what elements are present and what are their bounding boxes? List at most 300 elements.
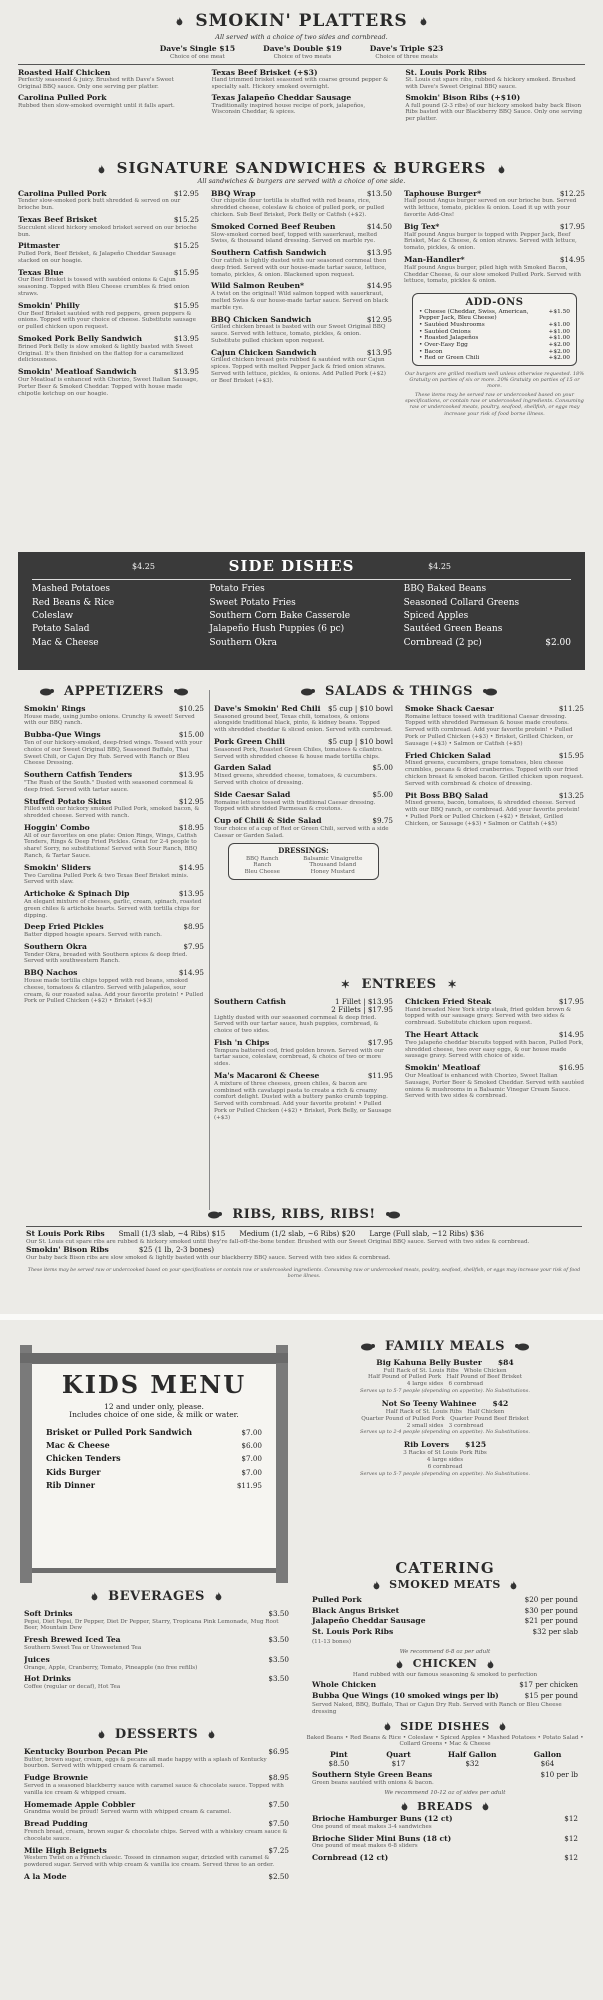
side-item: Cornbread (2 pc) bbox=[403, 637, 482, 648]
item-name: Brioche Hamburger Buns (12 ct) bbox=[312, 1814, 453, 1824]
item-description: Tender Okra, breaded with Southern spices & deep fried. Served with southwestern Ranch. bbox=[24, 951, 188, 965]
menu-item-header bbox=[24, 1873, 289, 1882]
pig-icon bbox=[359, 1342, 375, 1351]
item-description: French bread, cream, brown sugar & chocolate chips. Served with a whiskey cream sauce & chocolate sauce. bbox=[24, 1828, 288, 1842]
item-description: Our Meatloaf is enhanced with Chorizo, Sweet Italian Sausage, Porter Beer & Smoked Cheddar. Served with sautéed onions & mushrooms in a Balsamic Vinegar Cream Sauce. Served with two sides & cornbread. bbox=[405, 1072, 584, 1100]
item-name: Pit Boss BBQ Salad bbox=[405, 790, 489, 800]
family-meal-price: $42 bbox=[492, 1399, 509, 1409]
menu-item bbox=[24, 731, 204, 767]
item-description: Mixed greens, bacon, tomatoes, & shredded cheese. Served with our BBQ ranch, or cornbread. Add your favorite protein! • Pulled Pork or Pulled Chicken (+$2) • Brisket, Grilled Chicken, or Sausage (+$3) • Salmon or Catfish (+$5) bbox=[405, 800, 580, 827]
menu-item bbox=[24, 1801, 289, 1817]
family-meal-header bbox=[304, 1441, 586, 1450]
item-name: Hoggin' Combo bbox=[24, 822, 90, 832]
catering-row bbox=[312, 1681, 578, 1690]
family-meal-name: Big Kahuna Belly Buster bbox=[376, 1357, 482, 1367]
item-price: $15.95 bbox=[558, 750, 584, 760]
item-description: Two jalapeño cheddar biscuits topped with bacon, Pulled Pork, shredded cheese, two over easy eggs, & our house made sausage gravy. Served with choice of side. bbox=[405, 1039, 584, 1060]
entrees-title: ENTREES bbox=[361, 978, 437, 992]
menu-item bbox=[211, 190, 392, 219]
item-name: Smoked Pork Belly Sandwich bbox=[18, 334, 142, 344]
side-item: Sweet Potato Fries bbox=[209, 597, 296, 608]
item-description: Hand breaded New York strip steak, fried golden brown & topped with our sausage gravy. Served with two sides & cornbread. Substitute chicken upon request. bbox=[405, 1006, 572, 1027]
dressings-title: DRESSINGS: bbox=[278, 846, 329, 856]
item-description: Filled with our hickory smoked Pulled Pork, smoked bacon, & shredded cheese. Served with ranch. bbox=[24, 806, 200, 820]
kids-item-price: $7.00 bbox=[241, 1454, 262, 1464]
item-description: Our chipotle flour tortilla is stuffed with red beans, rice, shredded cheese, coleslaw & choice of pulled pork, or pulled chicken. Sub Beef Brisket, Pork Belly or Catfish (+$2). bbox=[211, 198, 385, 219]
menu-item-header bbox=[24, 923, 204, 932]
catering-row bbox=[312, 1692, 578, 1701]
menu-item bbox=[18, 335, 199, 364]
menu-item bbox=[24, 1675, 289, 1691]
kids-item-name: Kids Burger bbox=[46, 1466, 101, 1477]
menu-item-header bbox=[214, 791, 393, 800]
item-name: Fudge Brownie bbox=[24, 1773, 89, 1783]
family-meal-note: Serves up to 2-4 people (depending on appetite). No Substitutions. bbox=[360, 1429, 530, 1436]
item-name: Homemade Apple Cobbler bbox=[24, 1799, 136, 1809]
item-price: $11.25 bbox=[558, 703, 584, 713]
flame-icon bbox=[90, 1592, 99, 1601]
flame-icon bbox=[400, 1802, 409, 1811]
size-name: Gallon bbox=[533, 1750, 562, 1760]
item-description: Tempura battered cod, fried golden brown. Served with our tartar sauce, coleslaw, cornbread, & choice of two or more sides. bbox=[214, 1047, 384, 1068]
addon-price: +$1.50 bbox=[548, 308, 570, 315]
menu-item-header bbox=[405, 998, 584, 1007]
addon-name: • Bacon bbox=[419, 348, 443, 355]
item-price: $13.95 bbox=[366, 248, 392, 258]
item-price: $3.50 bbox=[268, 1654, 289, 1664]
item-price: $16.95 bbox=[558, 1063, 584, 1073]
menu-item-header bbox=[24, 1820, 289, 1829]
item-description: Pepsi, Diet Pepsi, Dr Pepper, Diet Dr Pepper, Starry, Tropicana Pink Lemonade, Mug Root Beer, Mountain Dew bbox=[24, 1618, 279, 1632]
catering-item-price: $21 per pound bbox=[524, 1616, 578, 1626]
pig-icon bbox=[206, 1210, 222, 1219]
kids-item-name: Brisket or Pulled Pork Sandwich bbox=[46, 1426, 193, 1437]
item-description: Western Twist on a French classic. Tossed in cinnamon sugar, drizzled with caramel & powdered sugar. Served with whip cream & vanilla ice cream. Served three to an order. bbox=[24, 1855, 275, 1869]
sandwiches-title: SIGNATURE SANDWICHES & BURGERS bbox=[116, 160, 487, 177]
item-description: Half pound Angus burger served on our brioche bun. Served with lettuce, tomato, pickles & onion. Load it up with your favorite Add-Ons! bbox=[404, 198, 577, 219]
salads-title: SALADS & THINGS bbox=[324, 685, 474, 699]
catering-section: CATERING SMOKED MEATS Pulled Pork $20 per pound Black Angus Brisket $30 per pound Jalapeño Cheddar Sausage $21 per pound St. Louis Pork Ribs $32 per slab (11-13 bones) We recommend 6-8 oz per adult CHICKEN Hand rubbed with our famous seasoning & smoked to perfection Whole Chicken $17 per chicken Bubba Que Wings (10 smoked wings per lb) $15 per pound Served Naked, BBQ, Buffalo, Thai or Cajun Dry Rub. Served with Ranch or Bleu Cheese dressing SIDE DISHES Baked Beans • Red Beans & Rice • Coleslaw • Spiced Apples • Mashed Potatoes • Potato Salad • Collard Greens • Mac & Cheese Pint $8.50 Quart $17 Half Gallon $32 Gallon $64 Southern Style Green Beans $10 per lb Green beans sautéed with onions & bacon. We recommend 10-12 oz of sides per adult BREADS Brioche Hamburger Buns (12 ct) $12 One pound of meat makes 3-4 sandwiches Brioche Slider Mini Buns (18 ct) $12 One pound of meat makes 6-8 sliders Cornbread (12 ct) $12 bbox=[304, 1560, 586, 1995]
item-name: Texas Beef Brisket bbox=[18, 215, 98, 225]
addon-price: +$2.00 bbox=[548, 341, 570, 348]
menu-item-header bbox=[24, 1801, 289, 1810]
flame-icon bbox=[97, 165, 106, 174]
menu-item bbox=[24, 824, 204, 860]
item-description: Mixed greens, shredded cheese, tomatoes, & cucumbers. Served with choice of dressing. bbox=[214, 773, 377, 786]
item-description: Grilled chicken breast gets rubbed & sautéed with our Cajun spices. Topped with melted Pepper Jack & fried onion straws. Served with lettuce, pickles, & onions. Add Pulled Pork (+$2) or Beef Brisket (+$3). bbox=[211, 357, 386, 384]
family-meal bbox=[304, 1441, 586, 1476]
menu-item bbox=[404, 256, 585, 285]
side-item-row bbox=[404, 638, 571, 648]
item-description: "The Rush of the South." Dusted with seasoned cornmeal & deep fried. Served with tartar sauce. bbox=[24, 779, 194, 793]
addon-name: • Over-Easy Egg bbox=[419, 341, 468, 348]
item-name: Southern Catfish bbox=[214, 996, 286, 1006]
side-item: Sautéed Green Beans bbox=[403, 624, 503, 635]
meats-note: We recommend 6-8 oz per adult bbox=[399, 1648, 491, 1655]
chicken-title: CHICKEN bbox=[412, 1657, 478, 1671]
item-name: Bubba-Que Wings bbox=[24, 730, 101, 740]
kids-item-price: $6.00 bbox=[241, 1441, 262, 1451]
menu-item-header bbox=[405, 792, 584, 801]
item-name: Fish 'n Chips bbox=[214, 1037, 270, 1047]
item-name: Southern Catfish Tenders bbox=[24, 770, 133, 780]
menu-item-header bbox=[18, 368, 199, 377]
menu-item bbox=[211, 316, 392, 345]
wood-post bbox=[20, 1345, 32, 1583]
item-description: Half pound Angus burger is topped with Pepper Jack, Beef Brisket, Mac & Cheese, & onion straws. Served with lettuce, tomato, pickles, & onion. bbox=[404, 231, 577, 252]
item-description: Our catfish is lightly dusted with our seasoned cornmeal then deep fried. Served with our house-made tartar sauce, lettuce, tomato, pickles, & onion. Blackened upon request. bbox=[211, 257, 387, 278]
menu-item bbox=[24, 864, 204, 886]
kids-item-name: Mac & Cheese bbox=[46, 1440, 110, 1451]
item-price: $14.95 bbox=[559, 255, 585, 265]
ribs-bones: (11-13 bones) bbox=[312, 1638, 352, 1645]
item-name: Fresh Brewed Iced Tea bbox=[24, 1635, 121, 1645]
item-price: $15.00 bbox=[178, 730, 204, 740]
menu-item-header bbox=[214, 705, 393, 714]
item-price: $15.25 bbox=[173, 241, 199, 251]
flame-icon bbox=[372, 1581, 381, 1590]
item-price: $12 bbox=[564, 1833, 578, 1843]
item-price: $5.00 bbox=[372, 789, 393, 799]
star-icon: ✶ bbox=[340, 978, 351, 991]
side-item: Potato Fries bbox=[209, 584, 265, 595]
menu-item-header bbox=[312, 1854, 578, 1863]
flame-icon bbox=[97, 1730, 106, 1739]
catering-sides-list: Baked Beans • Red Beans & Rice • Coleslaw • Spiced Apples • Mashed Potatoes • Potato Salad • Collard Greens • Mac & Cheese bbox=[306, 1734, 584, 1748]
menu-item: Smokin' Bison Ribs (+$10) A full pound (2-3 ribs) of our hickory smoked baby back Bison Ribs basted with our Blackberry BBQ Sauce. Only one serving per platter. bbox=[405, 92, 583, 123]
item-description: Our Beef Brisket is tossed with sautéed onions & Cajun seasoning. Topped with Bleu Cheese crumbles & fried onion straws. bbox=[18, 277, 190, 298]
family-meal-header bbox=[304, 1400, 586, 1409]
green-beans-row: Southern Style Green Beans $10 per lb bbox=[312, 1770, 578, 1780]
item-description: Seasoned ground beef, Texas chili, tomatoes, & onions alongside traditional black, pinto, & kidney beans. Topped with shredded cheddar & sliced onion. Served with cornbread. bbox=[214, 713, 393, 734]
menu-item bbox=[18, 242, 199, 264]
flame-icon bbox=[175, 17, 184, 26]
family-meal bbox=[304, 1400, 586, 1435]
menu-item bbox=[24, 890, 204, 919]
item-name: Juices bbox=[24, 1654, 50, 1664]
family-meal-note: Serves up to 5-7 people (depending on appetite). No Substitutions. bbox=[360, 1470, 530, 1477]
item-price: $13.95 bbox=[173, 334, 199, 344]
menu-item bbox=[214, 738, 393, 760]
catering-item-price: $15 per pound bbox=[524, 1690, 578, 1700]
item-price: $15.95 bbox=[173, 267, 199, 277]
catering-item-name: Black Angus Brisket bbox=[312, 1605, 400, 1615]
item-price: $8.95 bbox=[268, 1773, 289, 1783]
beverages-section bbox=[24, 1590, 289, 1720]
item-price: $5 cup | $10 bowl bbox=[327, 737, 393, 747]
sandwiches-note: All sandwiches & burgers are served with a choice of one side. bbox=[197, 177, 406, 186]
menu-item bbox=[214, 1072, 393, 1122]
side-dishes-section bbox=[18, 552, 585, 670]
kids-section: KIDS MENU 12 and under only, please. Includes choice of one side, & milk or water. Brisket or Pulled Pork Sandwich $7.00 Mac & Cheese $6.00 Chicken Tenders $7.00 Kids Burger $7.00 Rib Dinner $11.95 bbox=[20, 1345, 288, 1583]
item-name: Carolina Pulled Pork bbox=[18, 188, 107, 198]
burger-note: Our burgers are grilled medium well unless otherwise requested. 18% Gratuity on parties of six or more. 20% Gratuity on parties of 15 or more. bbox=[404, 370, 584, 390]
menu-item-header bbox=[214, 738, 393, 747]
item-price: $14.95 bbox=[178, 862, 204, 872]
item-name: Side Caesar Salad bbox=[214, 789, 291, 799]
side-item: Jalapeño Hush Puppies (6 pc) bbox=[209, 624, 345, 635]
st-louis-ribs: St Louis Pork Ribs Small (1/3 slab, ~4 Ribs) $15 Medium (1/2 slab, ~6 Ribs) $20 Large (Full slab, ~12 Ribs) $36 bbox=[26, 1228, 484, 1238]
item-description: Seasoned Pork, Roasted Green Chiles, tomatoes & cilantro. Served with shredded cheese & house made tortilla chips. bbox=[214, 746, 383, 760]
family-meal-line: Quarter Pound of Pulled Pork Quarter Pound Beef Brisket bbox=[361, 1415, 529, 1422]
catering-item-price: $30 per pound bbox=[524, 1605, 578, 1615]
menu-item bbox=[24, 1656, 289, 1672]
size-name: Half Gallon bbox=[447, 1750, 497, 1760]
menu-item-header bbox=[24, 731, 204, 740]
wood-beam bbox=[20, 1353, 288, 1363]
pig-icon bbox=[299, 687, 315, 696]
item-price: $18.95 bbox=[178, 822, 204, 832]
family-meal-name: Rib Lovers bbox=[403, 1440, 449, 1450]
item-name: Artichoke & Spinach Dip bbox=[24, 889, 130, 899]
menu-item-header bbox=[18, 216, 199, 225]
item-description: An elegant mixture of cheeses, garlic, cream, spinach, roasted green chiles & artichoke hearts. Served with tortilla chips for dipping. bbox=[24, 898, 202, 919]
addon-price: +$1.00 bbox=[548, 322, 570, 328]
beverages-title: BEVERAGES bbox=[108, 1590, 205, 1604]
item-description: Your choice of a cup of Red or Green Chili, served with a side Caesar or Garden Salad. bbox=[214, 825, 389, 839]
menu-item-header bbox=[24, 864, 204, 873]
catering-item-name: Bubba Que Wings (10 smoked wings per lb) bbox=[312, 1690, 499, 1700]
platter-option: Dave's Single $15 Choice of one meat bbox=[159, 44, 236, 60]
item-price: $17.95 bbox=[559, 221, 585, 231]
item-name: BBQ Wrap bbox=[211, 188, 256, 198]
menu-item bbox=[24, 1820, 289, 1842]
item-name: Chicken Fried Steak bbox=[405, 996, 492, 1006]
family-section bbox=[304, 1340, 586, 1555]
item-price: $12.95 bbox=[173, 188, 199, 198]
dressings-box bbox=[228, 843, 379, 879]
side-dishes-catering-title: SIDE DISHES bbox=[400, 1719, 490, 1733]
menu-item bbox=[18, 269, 199, 298]
flame-icon bbox=[509, 1581, 518, 1590]
sandwiches-col1 bbox=[18, 190, 199, 417]
size-price: $32 bbox=[465, 1758, 480, 1768]
menu-item bbox=[18, 302, 199, 331]
dressing-option: BBQ Ranch bbox=[245, 855, 279, 862]
item-price: $5.00 bbox=[372, 763, 393, 773]
ribs-note: These items may be served raw or undercooked based on your specifications or contain raw or undercooked ingredients. Consuming raw or undercooked meats, poultry, seafood, shellfish, or eggs may increase your risk of food borne illness. bbox=[27, 1268, 581, 1279]
addon-name: • Red or Green Chili bbox=[419, 355, 480, 362]
addon-name: • Roasted Jalapeños bbox=[419, 335, 479, 342]
menu-item-header bbox=[312, 1815, 578, 1824]
catering-item-price: $17 per chicken bbox=[519, 1679, 578, 1689]
size-option bbox=[386, 1751, 411, 1768]
kids-item-name: Chicken Tenders bbox=[46, 1453, 121, 1464]
menu-item-header bbox=[214, 1072, 393, 1081]
side-item: Spiced Apples bbox=[403, 610, 469, 621]
item-price: $3.50 bbox=[268, 1608, 289, 1618]
item-price: $11.95 bbox=[367, 1071, 393, 1081]
platters-section bbox=[18, 12, 585, 147]
pig-icon bbox=[174, 687, 190, 696]
menu-item-header bbox=[404, 223, 585, 232]
menu-item-header bbox=[24, 798, 204, 807]
item-name: Stuffed Potato Skins bbox=[24, 796, 112, 806]
catering-row bbox=[312, 1617, 578, 1626]
catering-item-name: Pulled Pork bbox=[312, 1594, 362, 1604]
menu-item-header bbox=[214, 1039, 393, 1048]
menu-item bbox=[312, 1835, 578, 1851]
menu-item bbox=[214, 998, 393, 1035]
menu-item bbox=[405, 792, 584, 828]
item-price: $13.95 bbox=[178, 770, 204, 780]
size-price: $8.50 bbox=[328, 1758, 350, 1768]
item-price: $7.50 bbox=[268, 1799, 289, 1809]
sandwiches-section bbox=[18, 160, 585, 545]
menu-item bbox=[24, 969, 204, 1005]
sides-title: SIDE DISHES bbox=[228, 557, 355, 575]
item-name: Wild Salmon Reuben* bbox=[211, 281, 304, 291]
kids-item bbox=[46, 1468, 262, 1477]
consume-note: These items may be served raw or undercooked based on your specifications, or contain raw or undercooked ingredients. Consuming raw or undercooked meats, poultry, seafood, shellfish, or eggs may increase your risk of food borne illness. bbox=[405, 392, 584, 417]
item-name: Smokin' Meatloaf Sandwich bbox=[18, 367, 137, 377]
menu-item bbox=[404, 190, 585, 219]
menu-item-header bbox=[404, 256, 585, 265]
flame-icon bbox=[497, 165, 506, 174]
menu-item: Roasted Half Chicken Perfectly seasoned & juicy. Brushed with Dave's Sweet Original BBQ sauce. Only one serving per platter. bbox=[18, 67, 174, 91]
item-price: $14.50 bbox=[366, 221, 392, 231]
menu-item bbox=[24, 1636, 289, 1652]
menu-item: St. Louis Pork Ribs St. Louis cut spare ribs, rubbed & hickory smoked. Brushed with Dave's Sweet Original BBQ sauce. bbox=[405, 67, 576, 91]
size-price: $64 bbox=[540, 1758, 555, 1768]
side-item: Coleslaw bbox=[32, 610, 74, 621]
addon-price: +$1.00 bbox=[548, 328, 570, 335]
family-meal-line: 6 cornbread bbox=[427, 1463, 463, 1470]
item-price: $8.95 bbox=[183, 922, 204, 932]
ribs-section: RIBS, RIBS, RIBS! St Louis Pork Ribs Small (1/3 slab, ~4 Ribs) $15 Medium (1/2 slab, ~6 Ribs) $20 Large (Full slab, ~12 Ribs) $36 Our St. Louis cut spare ribs are rubbed & hickory smoked until they're fall-off-the-bone tender. Brushed with our Sweet Original BBQ sauce. Served with two sides & cornbread. Smokin' Bison Ribs $25 (1 lb, 2-3 bones) Our baby back Bison ribs are slow smoked & lightly basted with our blackberry BBQ sauce. Served with two sides & cornbread. These items may be served raw or undercooked based on your specifications or contain raw or undercooked ingredients. Consuming raw or undercooked meats, poultry, seafood, shellfish, or eggs may increase your risk of food borne illness. bbox=[26, 1208, 581, 1279]
item-name: Cornbread (12 ct) bbox=[312, 1853, 389, 1863]
item-price: $3.50 bbox=[268, 1635, 289, 1645]
addon-row bbox=[419, 335, 570, 342]
platter-options bbox=[18, 45, 585, 61]
menu-item bbox=[211, 249, 392, 278]
item-description: Our Beef Brisket sautéed with red peppers, green peppers & onions. Topped with your choice of cheese. Substitute sausage or pulled chicken upon request. bbox=[18, 310, 196, 331]
side-item: Southern Okra bbox=[209, 637, 277, 648]
addon-name: • Sautéed Mushrooms bbox=[419, 322, 485, 328]
column-divider bbox=[209, 690, 210, 1210]
platters-title: SMOKIN' PLATTERS bbox=[195, 12, 408, 31]
desserts-title: DESSERTS bbox=[114, 1728, 199, 1742]
item-description: Butter, brown sugar, cream, eggs & pecans all made happy with a splash of Kentucky bourbon. Served with whipped cream & caramel. bbox=[24, 1756, 267, 1770]
family-meal-price: $125 bbox=[464, 1440, 487, 1450]
item-description: Batter dipped hoagie spears. Served with ranch. bbox=[24, 932, 162, 939]
menu-item bbox=[404, 223, 585, 252]
addon-name: • Cheese (Cheddar, Swiss, American, Pepper Jack, Bleu Cheese) bbox=[419, 308, 529, 322]
menu-item bbox=[24, 798, 204, 820]
family-meal-line: 3 Racks of St Louis Pork Ribs bbox=[403, 1450, 487, 1457]
family-meal-note: Serves up to 5-7 people (depending on appetite). No Substitutions. bbox=[360, 1388, 530, 1395]
menu-item bbox=[24, 1873, 289, 1882]
item-description: Pulled Pork, Beef Brisket, & Jalapeño Cheddar Sausage stacked on our hoagie. bbox=[18, 251, 176, 264]
menu-item-header bbox=[24, 890, 204, 899]
item-description: House made, using jumbo onions. Crunchy & sweet! Served with our BBQ ranch. bbox=[24, 713, 195, 727]
item-name: Hot Drinks bbox=[24, 1674, 71, 1684]
addon-row bbox=[419, 309, 570, 322]
menu-item-header bbox=[24, 1610, 289, 1619]
menu-item-header bbox=[24, 1748, 289, 1757]
item-price: $12.95 bbox=[366, 314, 392, 324]
item-description: House made tortilla chips topped with red beans, smoked cheese, tomatoes & cilantro. Served with jalapeños, sour cream, & our roasted salsa. Add your favorite protein! • Pulled Pork or Pulled Chicken (+$2) • Brisket (+$3) bbox=[24, 978, 204, 1005]
item-price: $15.95 bbox=[173, 300, 199, 310]
item-description: Half pound Angus burger, piled high with Smoked Bacon, Cheddar Cheese, & our slow smoked Pulled Pork. Served with lettuce, tomato, pickles & onion. bbox=[404, 264, 581, 285]
item-description: Ten of our hickory-smoked, deep-fried wings. Tossed with your choice of our Sweet Original BBQ, Seasoned Buffalo, Thai Sweet Chili, or Cajun Dry Rub. Served with Ranch or Bleu Cheese Dressing. bbox=[24, 740, 203, 767]
addon-row bbox=[419, 342, 570, 349]
menu-item-header bbox=[18, 190, 199, 199]
sides-col3 bbox=[404, 584, 571, 651]
menu-item-header bbox=[24, 1636, 289, 1645]
item-price: $13.95 bbox=[173, 367, 199, 377]
family-meal-line: 4 large sides bbox=[426, 1456, 464, 1463]
item-price: $12.25 bbox=[559, 188, 585, 198]
item-price: $6.95 bbox=[268, 1746, 289, 1756]
item-price: $12.95 bbox=[178, 796, 204, 806]
item-name: Kentucky Bourbon Pecan Pie bbox=[24, 1746, 148, 1756]
menu-item bbox=[24, 1610, 289, 1632]
menu-item-header bbox=[214, 998, 393, 1015]
platter-meats bbox=[18, 69, 585, 124]
item-description: Tender slow-smoked pork butt shredded & served on our brioche bun. bbox=[18, 198, 181, 212]
menu-item bbox=[312, 1815, 578, 1831]
item-price: $7.50 bbox=[268, 1819, 289, 1829]
item-name: Brioche Slider Mini Buns (18 ct) bbox=[312, 1833, 452, 1843]
item-name: Smoked Corned Beef Reuben bbox=[211, 221, 336, 231]
item-price: $14.95 bbox=[366, 281, 392, 291]
menu-item bbox=[214, 1039, 393, 1068]
menu-item-header bbox=[24, 943, 204, 952]
item-name: Smokin' Rings bbox=[24, 703, 86, 713]
cornbread-price: $2.00 bbox=[545, 637, 571, 648]
item-name: Pork Green Chili bbox=[214, 737, 286, 747]
menu-item-header bbox=[405, 752, 584, 761]
item-name: Soft Drinks bbox=[24, 1608, 73, 1618]
menu-item bbox=[312, 1854, 578, 1863]
item-name: Deep Fried Pickles bbox=[24, 922, 104, 932]
size-option bbox=[448, 1751, 497, 1768]
item-name: Smokin' Meatloaf bbox=[405, 1063, 481, 1073]
menu-item bbox=[214, 764, 393, 786]
size-price: $17 bbox=[391, 1758, 406, 1768]
side-item: Mashed Potatoes bbox=[32, 584, 111, 595]
item-price: $15.25 bbox=[173, 215, 199, 225]
item-price: $7.25 bbox=[268, 1845, 289, 1855]
menu-item bbox=[405, 705, 584, 748]
side-item: Potato Salad bbox=[32, 624, 90, 635]
item-price: $9.75 bbox=[372, 816, 393, 826]
menu-item-header bbox=[211, 316, 392, 325]
item-price: $10.25 bbox=[178, 703, 204, 713]
menu-item-header bbox=[24, 1675, 289, 1684]
menu-item bbox=[405, 752, 584, 788]
menu-item-header bbox=[211, 282, 392, 291]
menu-item: Texas Jalapeño Cheddar Sausage Traditionally inspired house recipe of pork, jalapeños, Wisconsin Cheddar, & spices. bbox=[211, 92, 366, 116]
menu-item-header bbox=[405, 1031, 584, 1040]
menu-item bbox=[18, 368, 199, 397]
platters-note: All served with a choice of two sides and cornbread. bbox=[215, 32, 388, 41]
kids-item bbox=[46, 1441, 262, 1450]
item-price: $17.95 bbox=[367, 1037, 393, 1047]
wings-desc: Served Naked, BBQ, Buffalo, Thai or Cajun Dry Rub. Served with Ranch or Bleu Cheese dressing bbox=[312, 1702, 562, 1716]
dressing-option: Ranch bbox=[253, 862, 272, 869]
family-meal-name: Not So Teeny Wahinee bbox=[381, 1399, 477, 1409]
item-name: Big Tex* bbox=[404, 221, 440, 231]
item-name: BBQ Nachos bbox=[24, 968, 78, 978]
side-item: Red Beans & Rice bbox=[32, 597, 115, 608]
side-item: Southern Corn Bake Casserole bbox=[209, 610, 351, 621]
menu-item-header bbox=[24, 969, 204, 978]
family-meal-header bbox=[304, 1359, 586, 1368]
sides-note: We recommend 10-12 oz of sides per adult bbox=[384, 1789, 506, 1796]
menu-item bbox=[24, 943, 204, 965]
